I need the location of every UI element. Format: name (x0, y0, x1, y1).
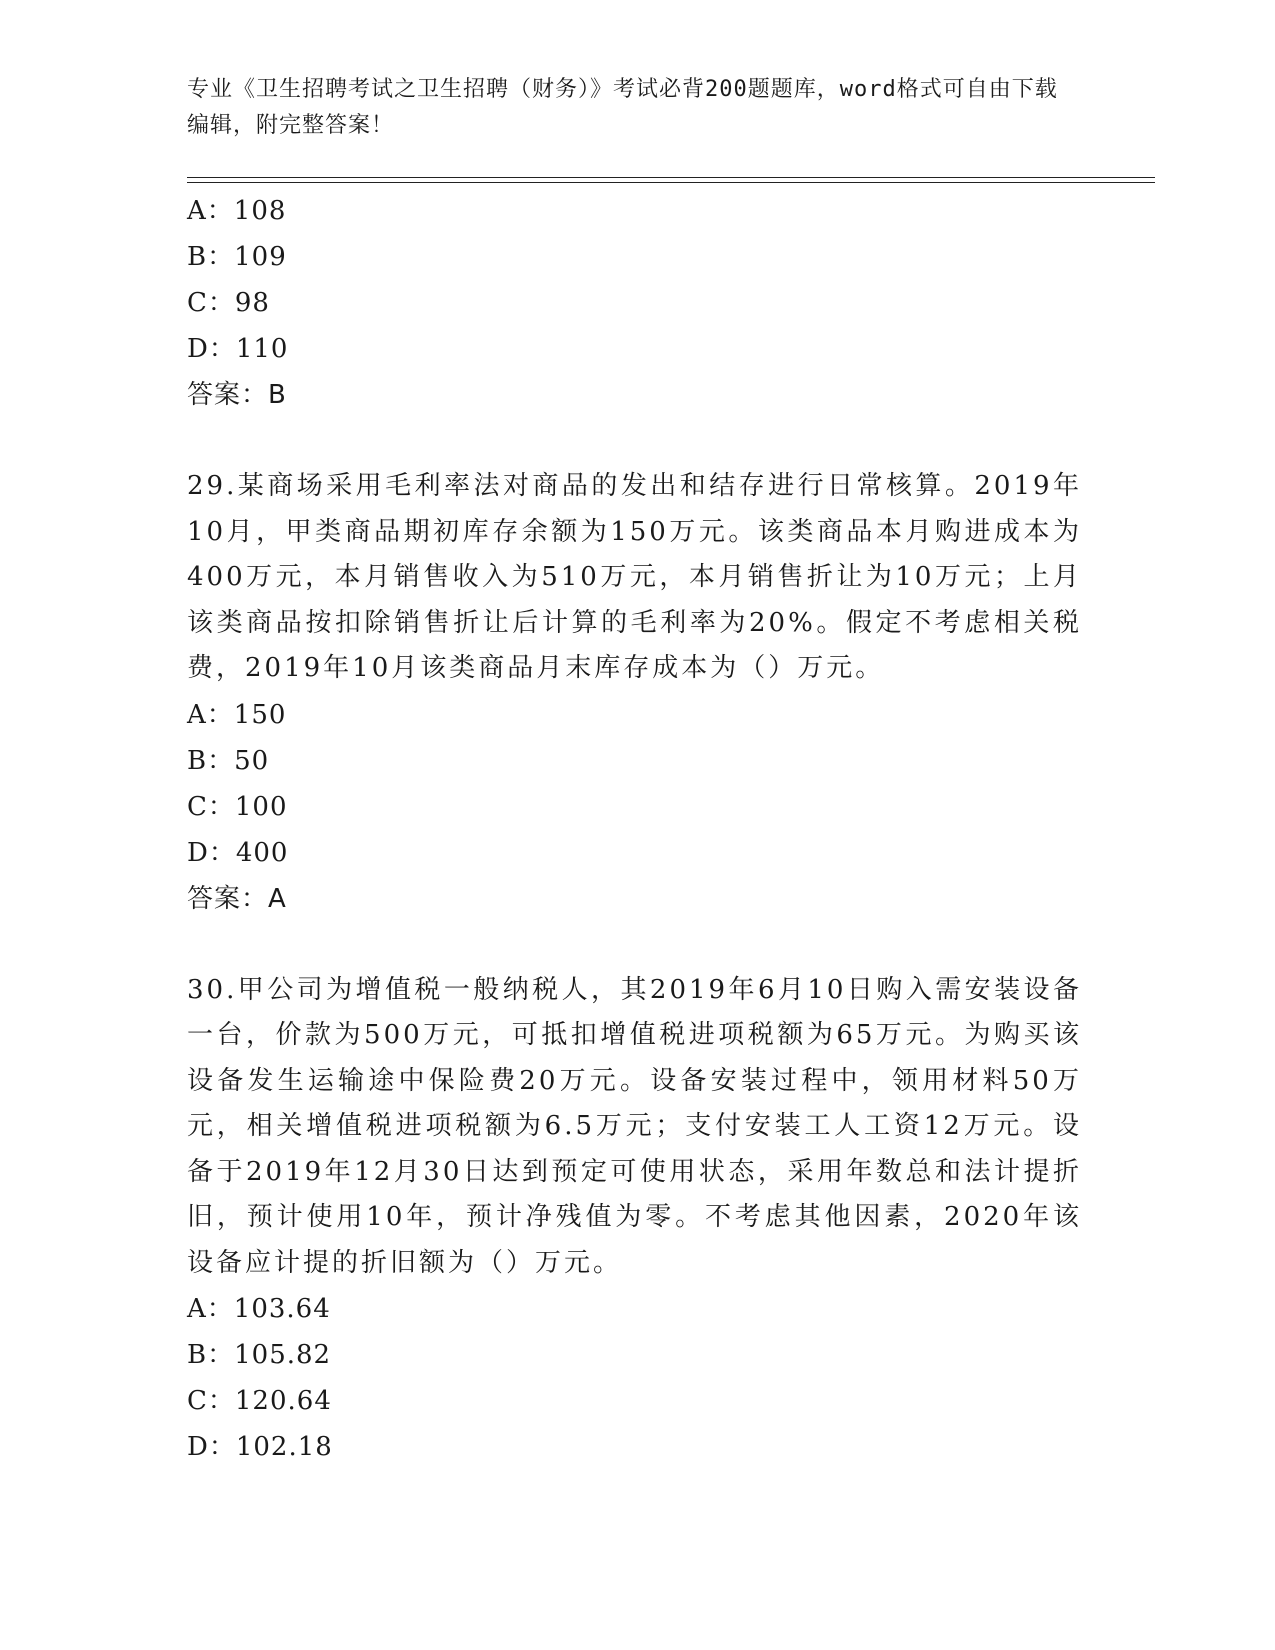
option-a: A：108 (187, 196, 287, 226)
answer-line: 答案：B (187, 380, 287, 410)
spacer (187, 922, 1087, 968)
answer-line: 答案：A (187, 883, 287, 914)
question-block-29 (187, 464, 1087, 922)
header-rule-top (187, 177, 1155, 178)
option-a: A：103.64 (187, 1294, 331, 1324)
option-d: D：400 (187, 837, 289, 868)
question-text: 29.某商场采用毛利率法对商品的发出和结存进行日常核算。2019年10月，甲类商品期初库存余额为150万元。该类商品本月购进成本为400万元，本月销售收入为510万元，本月销售折让为10万元；上月该类商品按扣除销售折让后计算的毛利率为20%。假定不考虑相关税费，2019年10月该类商品月末库存成本为（）万元。 (187, 471, 1082, 683)
spacer (187, 418, 1087, 464)
option-a: A：150 (187, 699, 287, 730)
option-c: C：98 (187, 288, 270, 318)
question-block-30 (187, 968, 1087, 1471)
question-block-previous (187, 188, 1087, 418)
option-b: B：105.82 (187, 1340, 332, 1370)
option-d: D：110 (187, 334, 289, 364)
question-text: 30.甲公司为增值税一般纳税人，其2019年6月10日购入需安装设备一台，价款为500万元，可抵扣增值税进项税额为65万元。为购买该设备发生运输途中保险费20万元。设备安装过程中，领用材料50万元，相关增值税进项税额为6.5万元；支付安装工人工资12万元。设备于2019年12月30日达到预定可使用状态，采用年数总和法计提折旧，预计使用10年，预计净残值为零。不考虑其他因素，2020年该设备应计提的折旧额为（）万元。 (187, 974, 1082, 1278)
option-d: D：102.18 (187, 1432, 333, 1462)
page-header: 专业《卫生招聘考试之卫生招聘（财务）》考试必背200题题库，word格式可自由下载编辑，附完整答案！ (187, 77, 1058, 138)
question-list (187, 188, 1087, 1470)
option-b: B：109 (187, 242, 287, 272)
header-rule-bottom (187, 182, 1155, 183)
option-b: B：50 (187, 745, 270, 776)
option-c: C：120.64 (187, 1386, 332, 1416)
option-c: C：100 (187, 791, 288, 822)
